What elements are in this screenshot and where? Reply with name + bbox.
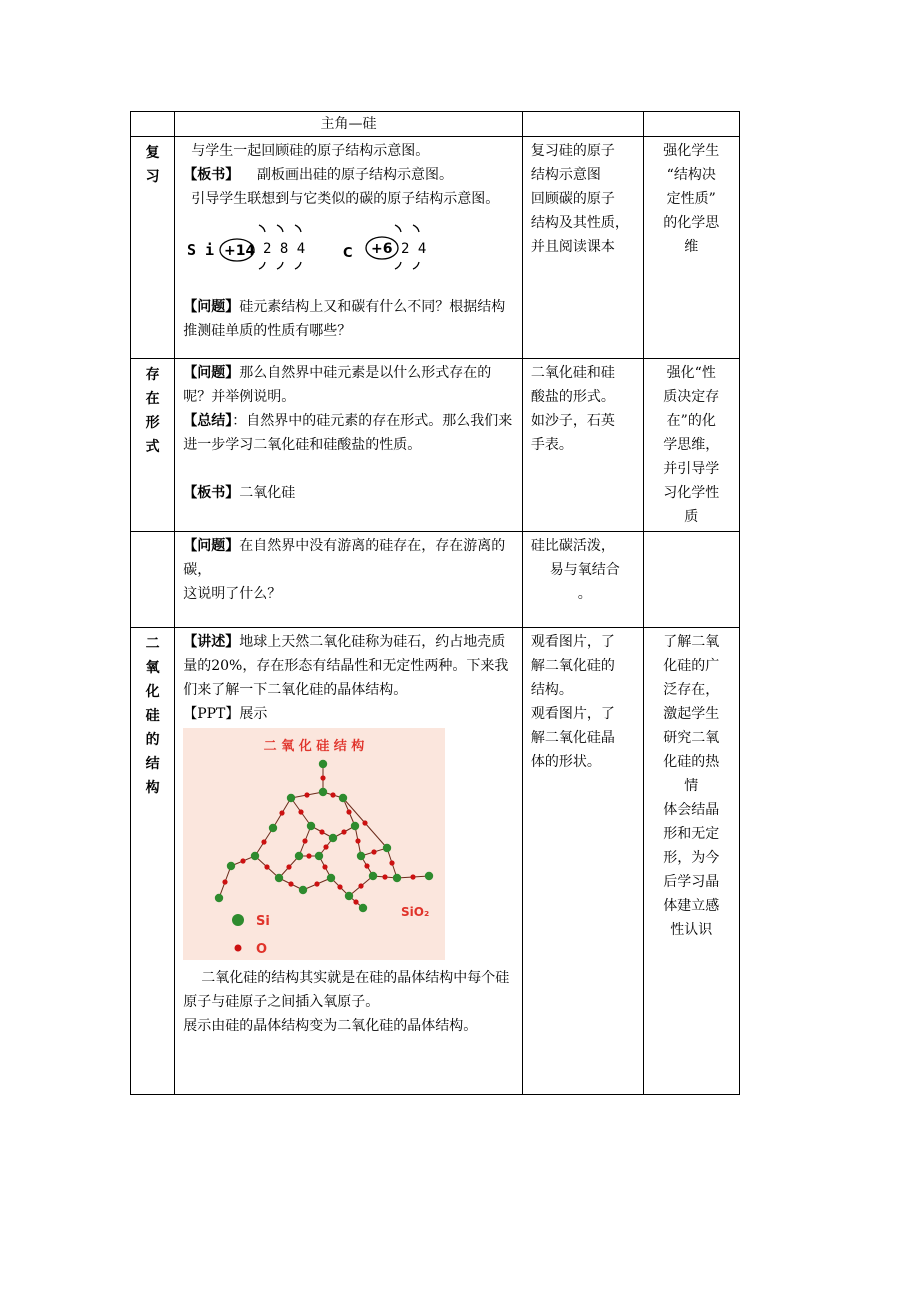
structure-after-2: 展示由硅的晶体结构变为二氧化硅的晶体结构。	[183, 1018, 478, 1034]
structure-label-char: 硅	[145, 708, 160, 724]
legend-si-dot	[232, 914, 244, 926]
student-line: 并且阅读课本	[530, 239, 615, 255]
review-label-char: 习	[145, 169, 160, 185]
existence-board	[183, 481, 516, 505]
student-line: 结构示意图	[530, 167, 601, 183]
existence-intent	[643, 359, 740, 532]
review-question	[183, 295, 516, 343]
student-line: 酸盐的形式。	[530, 389, 615, 405]
intent-line: 体会结晶	[663, 802, 720, 818]
oxygen-atom	[324, 844, 329, 849]
existence-label	[131, 359, 175, 532]
board-text: 副板画出硅的原子结构示意图。	[257, 167, 454, 183]
review-content	[175, 137, 523, 359]
oxygen-atom	[265, 864, 270, 869]
intent-line: 质	[684, 509, 699, 525]
intent-line: 维	[684, 239, 699, 255]
sio2-structure-image	[183, 728, 445, 960]
oxygen-atom	[365, 863, 370, 868]
image-title: 二 氧 化 硅 结 构	[263, 739, 365, 754]
structure-lecture	[183, 630, 516, 702]
review-line-3: 引导学生联想到与它类似的碳的原子结构示意图。	[191, 191, 500, 207]
intent-line: 形，为今	[663, 850, 720, 866]
existence-row	[131, 359, 740, 532]
silicon-atom	[227, 862, 235, 870]
silicon-atom	[299, 886, 307, 894]
structure-student	[522, 628, 643, 1095]
summary-text: ：自然界中的硅元素的存在形式。那么我们来进一步学习二氧化硅和硅酸盐的性质。	[183, 413, 513, 453]
silicon-atom	[327, 874, 335, 882]
oxygen-atom	[241, 858, 246, 863]
existence-label-char: 式	[145, 439, 160, 455]
review-line-1: 与学生一起回顾硅的原子结构示意图。	[191, 143, 430, 159]
oxygen-atom	[323, 864, 328, 869]
question-tag: 【问题】	[183, 538, 240, 554]
summary-tag: 【总结】	[183, 413, 233, 429]
free-label-empty	[131, 532, 175, 628]
review-line-2	[183, 163, 516, 187]
intent-line: 的化学思	[663, 215, 720, 231]
oxygen-atom	[287, 864, 292, 869]
existence-question	[183, 361, 516, 409]
structure-label-char: 二	[145, 636, 160, 652]
header-empty-1	[131, 112, 175, 137]
oxygen-atom	[315, 881, 320, 886]
structure-label-char: 构	[145, 780, 160, 796]
student-line: 复习硅的原子	[530, 143, 615, 159]
question-text: 那么自然界中硅元素是以什么形式存在的呢？并举例说明。	[183, 365, 492, 405]
intent-line: 研究二氧	[663, 730, 720, 746]
silicon-atom	[383, 844, 391, 852]
intent-line: 泛存在，	[663, 682, 720, 698]
legend-o-label: O	[256, 942, 268, 957]
structure-after-1: 二氧化硅的结构其实就是在硅的晶体结构中每个硅原子与硅原子之间插入氧原子。	[183, 970, 510, 1010]
structure-ppt	[183, 702, 516, 726]
student-line: 二氧化硅和硅	[530, 365, 615, 381]
question-text-2: 这说明了什么？	[183, 586, 282, 602]
structure-row	[131, 628, 740, 1095]
silicon-atom	[369, 872, 377, 880]
existence-content	[175, 359, 523, 532]
question-tag: 【问题】	[183, 299, 240, 315]
review-intent	[643, 137, 740, 359]
atom-structure-svg	[183, 213, 433, 291]
student-line: 体的形状。	[530, 754, 601, 770]
intent-line: 在”的化	[666, 413, 716, 429]
oxygen-atom	[356, 838, 361, 843]
intent-line: 学思维，	[663, 437, 720, 453]
structure-label-char: 结	[145, 756, 160, 772]
review-label-char: 复	[145, 145, 160, 161]
intent-line: 习化学性	[663, 485, 720, 501]
structure-label-char: 化	[145, 684, 160, 700]
silicon-atom	[251, 852, 259, 860]
structure-content	[175, 628, 523, 1095]
student-line: 解二氧化硅的	[530, 658, 615, 674]
intent-line: 化硅的热	[663, 754, 720, 770]
c-symbol: C	[343, 246, 353, 261]
oxygen-atom	[262, 839, 267, 844]
oxygen-atom	[359, 883, 364, 888]
existence-student	[522, 359, 643, 532]
silicon-atom	[329, 834, 337, 842]
student-line: 结构。	[530, 682, 573, 698]
silicon-atom	[319, 788, 327, 796]
lecture-text: 地球上天然二氧化硅称为硅石，约占地壳质量的20%，存在形态有结晶性和无定性两种。下来我们来了解一下二氧化硅的晶体结构。	[183, 634, 509, 698]
review-row	[131, 137, 740, 359]
crystal-bonds	[219, 764, 429, 908]
silicon-atom	[269, 824, 277, 832]
oxygen-atom	[303, 838, 308, 843]
oxygen-atom	[383, 874, 388, 879]
lecture-tag: 【讲述】	[183, 634, 240, 650]
silicon-atom	[357, 852, 365, 860]
existence-summary	[183, 409, 516, 457]
board-tag: 【板书】	[183, 485, 240, 501]
silicon-atom	[295, 852, 303, 860]
c-shells: 2 4	[401, 241, 427, 257]
sio2-crystal-svg	[183, 728, 445, 960]
silicon-atom	[359, 904, 367, 912]
intent-line: 强化学生	[663, 143, 720, 159]
silicon-atom	[215, 894, 223, 902]
oxygen-atom	[307, 853, 312, 858]
oxygen-atom	[305, 792, 310, 797]
silicon-atom	[339, 794, 347, 802]
student-line: 易与氧结合	[549, 562, 620, 578]
oxygen-atom	[372, 849, 377, 854]
intent-line: 并引导学	[663, 461, 720, 477]
free-question	[183, 534, 516, 582]
spacer	[183, 457, 516, 481]
ppt-tag: 【PPT】	[183, 706, 240, 722]
structure-intent	[643, 628, 740, 1095]
silicon-atom	[351, 822, 359, 830]
oxygen-atom	[363, 820, 368, 825]
student-line: 观看图片，了	[530, 634, 615, 650]
silicon-atom	[319, 760, 327, 768]
intent-line: 质决定存	[663, 389, 720, 405]
structure-label-char: 氧	[145, 660, 160, 676]
oxygen-atom	[411, 874, 416, 879]
oxygen-atom	[223, 879, 228, 884]
silicon-atom	[345, 892, 353, 900]
question-tag: 【问题】	[183, 365, 240, 381]
question-text: 硅元素结构上又和碳有什么不同？根据结构推测硅单质的性质有哪些？	[183, 299, 506, 339]
free-row	[131, 532, 740, 628]
intent-line: 定性质”	[666, 191, 716, 207]
question-text: 在自然界中没有游离的硅存在，存在游离的碳，	[183, 538, 506, 578]
student-line: 手表。	[530, 437, 573, 453]
free-intent-empty	[643, 532, 740, 628]
structure-label	[131, 628, 175, 1095]
oxygen-atom	[390, 860, 395, 865]
review-student	[522, 137, 643, 359]
silicon-atom	[315, 852, 323, 860]
existence-label-char: 在	[145, 391, 160, 407]
intent-line: 体建立感	[663, 898, 720, 914]
student-line: 如沙子，石英	[530, 413, 615, 429]
intent-line: 强化“性	[666, 365, 716, 381]
header-empty-4	[643, 112, 740, 137]
existence-label-char: 存	[145, 367, 160, 383]
structure-label-char: 的	[145, 732, 160, 748]
oxygen-atom	[299, 809, 304, 814]
student-line: 观看图片，了	[530, 706, 615, 722]
intent-line: 化硅的广	[663, 658, 720, 674]
student-line: 回顾碳的原子	[530, 191, 615, 207]
lesson-table	[130, 111, 740, 1095]
student-line: 。	[577, 586, 592, 602]
intent-line: 情	[684, 778, 699, 794]
oxygen-atom	[354, 899, 359, 904]
intent-line: 了解二氧	[663, 634, 720, 650]
oxygen-atom	[347, 809, 352, 814]
formula-label: SiO₂	[401, 905, 430, 919]
si-symbol: S i	[187, 241, 215, 259]
student-line: 结构及其性质，	[530, 215, 629, 231]
free-content	[175, 532, 523, 628]
legend-o-dot	[235, 945, 242, 952]
legend-si-label: Si	[256, 914, 271, 929]
c-nucleus: +6	[371, 241, 393, 257]
review-label	[131, 137, 175, 359]
oxygen-atom	[331, 792, 336, 797]
silicon-atom	[307, 822, 315, 830]
intent-line: 后学习晶	[663, 874, 720, 890]
silicon-atom	[275, 874, 283, 882]
intent-line: “结构决	[666, 167, 716, 183]
student-line: 解二氧化硅晶	[530, 730, 615, 746]
oxygen-atom	[338, 884, 343, 889]
oxygen-atom	[321, 775, 326, 780]
oxygen-atom	[289, 881, 294, 886]
intent-line: 激起学生	[663, 706, 720, 722]
crystal-oxygen-atoms	[223, 775, 416, 904]
header-title: 主角—硅	[175, 112, 523, 137]
oxygen-atom	[320, 829, 325, 834]
intent-line: 性认识	[670, 922, 713, 938]
si-nucleus: +14	[224, 243, 256, 259]
intent-line: 形和无定	[663, 826, 720, 842]
silicon-atom	[425, 872, 433, 880]
silicon-atom	[287, 794, 295, 802]
board-tag: 【板书】	[183, 167, 240, 183]
oxygen-atom	[280, 810, 285, 815]
crystal-silicon-atoms	[215, 760, 433, 912]
silicon-atom	[393, 874, 401, 882]
student-line: 硅比碳活泼，	[530, 538, 615, 554]
atom-structure-diagram	[183, 213, 516, 291]
header-empty-3	[522, 112, 643, 137]
existence-label-char: 形	[145, 415, 160, 431]
ppt-text: 展示	[239, 706, 268, 722]
si-shells: 2 8 4	[263, 241, 306, 257]
oxygen-atom	[342, 829, 347, 834]
board-text: 二氧化硅	[239, 485, 296, 501]
free-student	[522, 532, 643, 628]
header-row	[131, 112, 740, 137]
